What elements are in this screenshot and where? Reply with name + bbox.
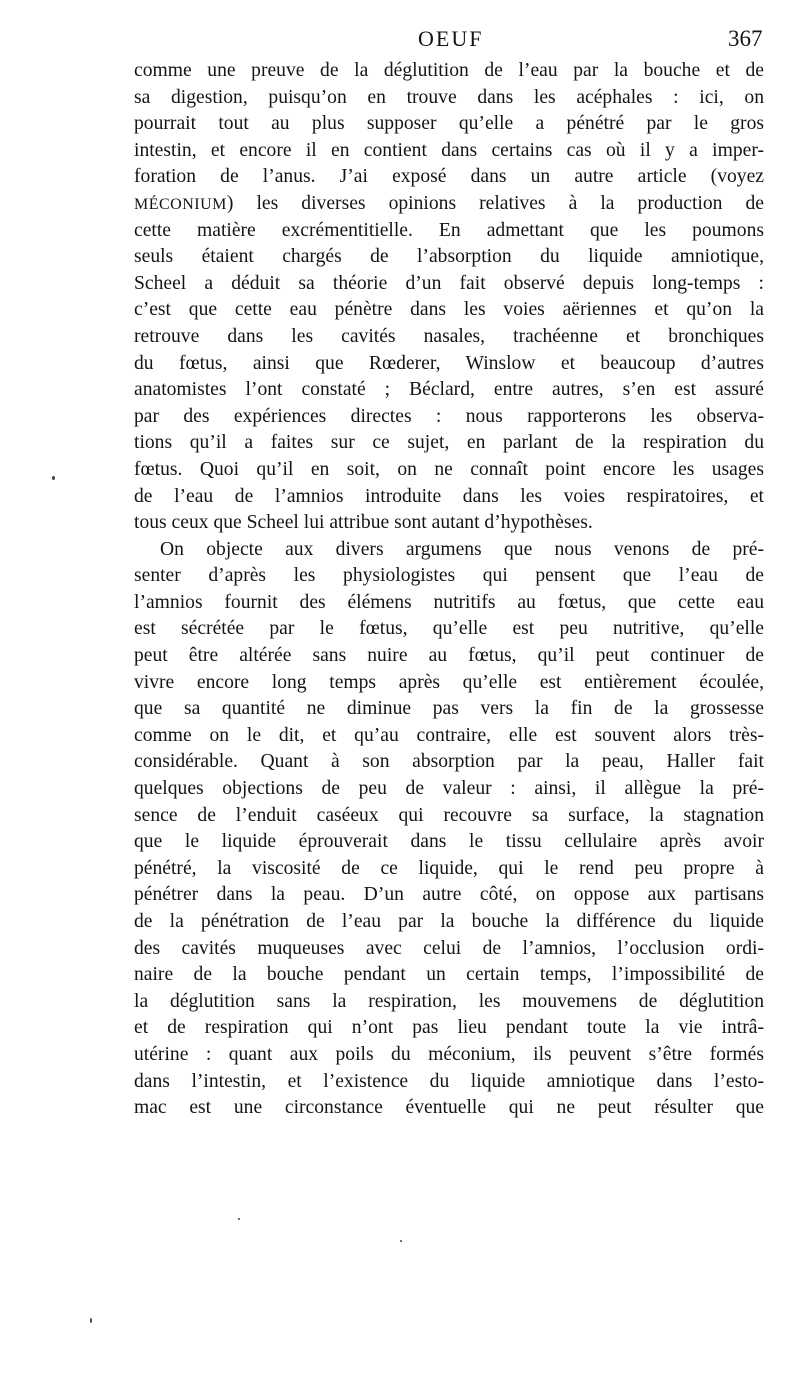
text-line: pénétré, la viscosité de ce liquide, qui le rend peu propre à bbox=[134, 857, 764, 879]
page-number: 367 bbox=[728, 26, 763, 51]
paragraph-1 bbox=[134, 58, 764, 537]
text-line: dans l’intestin, et l’existence du liquide amniotique dans l’esto- bbox=[134, 1070, 764, 1092]
text-line: naire de la bouche pendant un certain temps, l’impossibilité de bbox=[134, 964, 764, 986]
text-line: fœtus. Quoi qu’il en soit, on ne connaît point encore les usages bbox=[134, 458, 764, 480]
text-line: des cavités muqueuses avec celui de l’amnios, l’occlusion ordi- bbox=[134, 937, 764, 959]
text-line: cette matière excrémentitielle. En admettant que les poumons bbox=[134, 219, 764, 241]
text-line: On objecte aux divers argumens que nous venons de pré- bbox=[160, 538, 764, 560]
text-line: par des expériences directes : nous rapporterons les observa- bbox=[134, 405, 764, 427]
text-line: vivre encore long temps après qu’elle est entièrement écoulée, bbox=[134, 671, 764, 693]
text-line: anatomistes l’ont constaté ; Béclard, entre autres, s’en est assuré bbox=[134, 379, 764, 401]
ink-speck bbox=[238, 1218, 240, 1220]
text-line: de la pénétration de l’eau par la bouche la différence du liquide bbox=[134, 911, 764, 932]
text-line: mac est une circonstance éventuelle qui ne peut résulter que bbox=[134, 1097, 764, 1119]
text-line: quelques objections de peu de valeur : ainsi, il allègue la pré- bbox=[134, 778, 764, 800]
text-line: c’est que cette eau pénètre dans les voies aëriennes et qu’on la bbox=[134, 299, 764, 321]
text-line: seuls étaient chargés de l’absorption du liquide amniotique, bbox=[134, 246, 764, 268]
text-line: intestin, et encore il en contient dans certains cas où il y a imper- bbox=[134, 139, 764, 161]
cross-reference: MÉCONIUM bbox=[134, 195, 227, 213]
text-line: senter d’après les physiologistes qui pensent que l’eau de bbox=[134, 565, 764, 587]
text-line: et de respiration qui n’ont pas lieu pendant toute la vie intrâ- bbox=[134, 1017, 764, 1039]
text-line: comme une preuve de la déglutition de l’eau par la bouche et de bbox=[134, 60, 764, 81]
text-line: que sa quantité ne diminue pas vers la fin de la grossesse bbox=[134, 698, 764, 720]
text-line: MÉCONIUM) les diverses opinions relatives à la production de bbox=[134, 192, 764, 214]
text-line: peut être altérée sans nuire au fœtus, qu’il peut continuer de bbox=[134, 645, 764, 667]
text-line: utérine : quant aux poils du méconium, ils peuvent s’être formés bbox=[134, 1043, 764, 1065]
text-line: pénétrer dans la peau. D’un autre côté, on oppose aux partisans bbox=[134, 884, 764, 906]
text-line: considérable. Quant à son absorption par la peau, Haller fait bbox=[134, 751, 764, 773]
ink-speck bbox=[90, 1318, 92, 1323]
text-line: tions qu’il a faites sur ce sujet, en parlant de la respiration du bbox=[134, 432, 764, 454]
body-text bbox=[134, 58, 764, 1122]
text-line: que le liquide éprouverait dans le tissu cellulaire après avoir bbox=[134, 831, 764, 853]
page-header bbox=[0, 26, 800, 60]
text-line: tous ceux que Scheel lui attribue sont autant d’hypothèses. bbox=[134, 512, 593, 534]
text-line: pourrait tout au plus supposer qu’elle a pénétré par le gros bbox=[134, 113, 764, 135]
paragraph-2 bbox=[134, 537, 764, 1122]
text-line: la déglutition sans la respiration, les mouvemens de déglutition bbox=[134, 990, 764, 1012]
ink-speck bbox=[400, 1240, 402, 1242]
text-line: du fœtus, ainsi que Rœderer, Winslow et beaucoup d’autres bbox=[134, 352, 764, 374]
text-line: Scheel a déduit sa théorie d’un fait observé depuis long-temps : bbox=[134, 272, 764, 294]
running-title: OEUF bbox=[418, 26, 484, 51]
text-line: comme on le dit, et qu’au contraire, elle est souvent alors très- bbox=[134, 724, 764, 746]
text-line: de l’eau de l’amnios introduite dans les voies respiratoires, et bbox=[134, 485, 764, 507]
text-line: sa digestion, puisqu’on en trouve dans les acéphales : ici, on bbox=[134, 86, 764, 108]
text-line: foration de l’anus. J’ai exposé dans un autre article (voyez bbox=[134, 166, 764, 188]
text-line: l’amnios fournit des élémens nutritifs au fœtus, que cette eau bbox=[134, 591, 764, 613]
text-line: sence de l’enduit caséeux qui recouvre sa surface, la stagnation bbox=[134, 804, 764, 826]
text-line: retrouve dans les cavités nasales, trachéenne et bronchiques bbox=[134, 325, 764, 347]
ink-speck bbox=[52, 476, 55, 480]
text-line: est sécrétée par le fœtus, qu’elle est peu nutritive, qu’elle bbox=[134, 618, 764, 640]
